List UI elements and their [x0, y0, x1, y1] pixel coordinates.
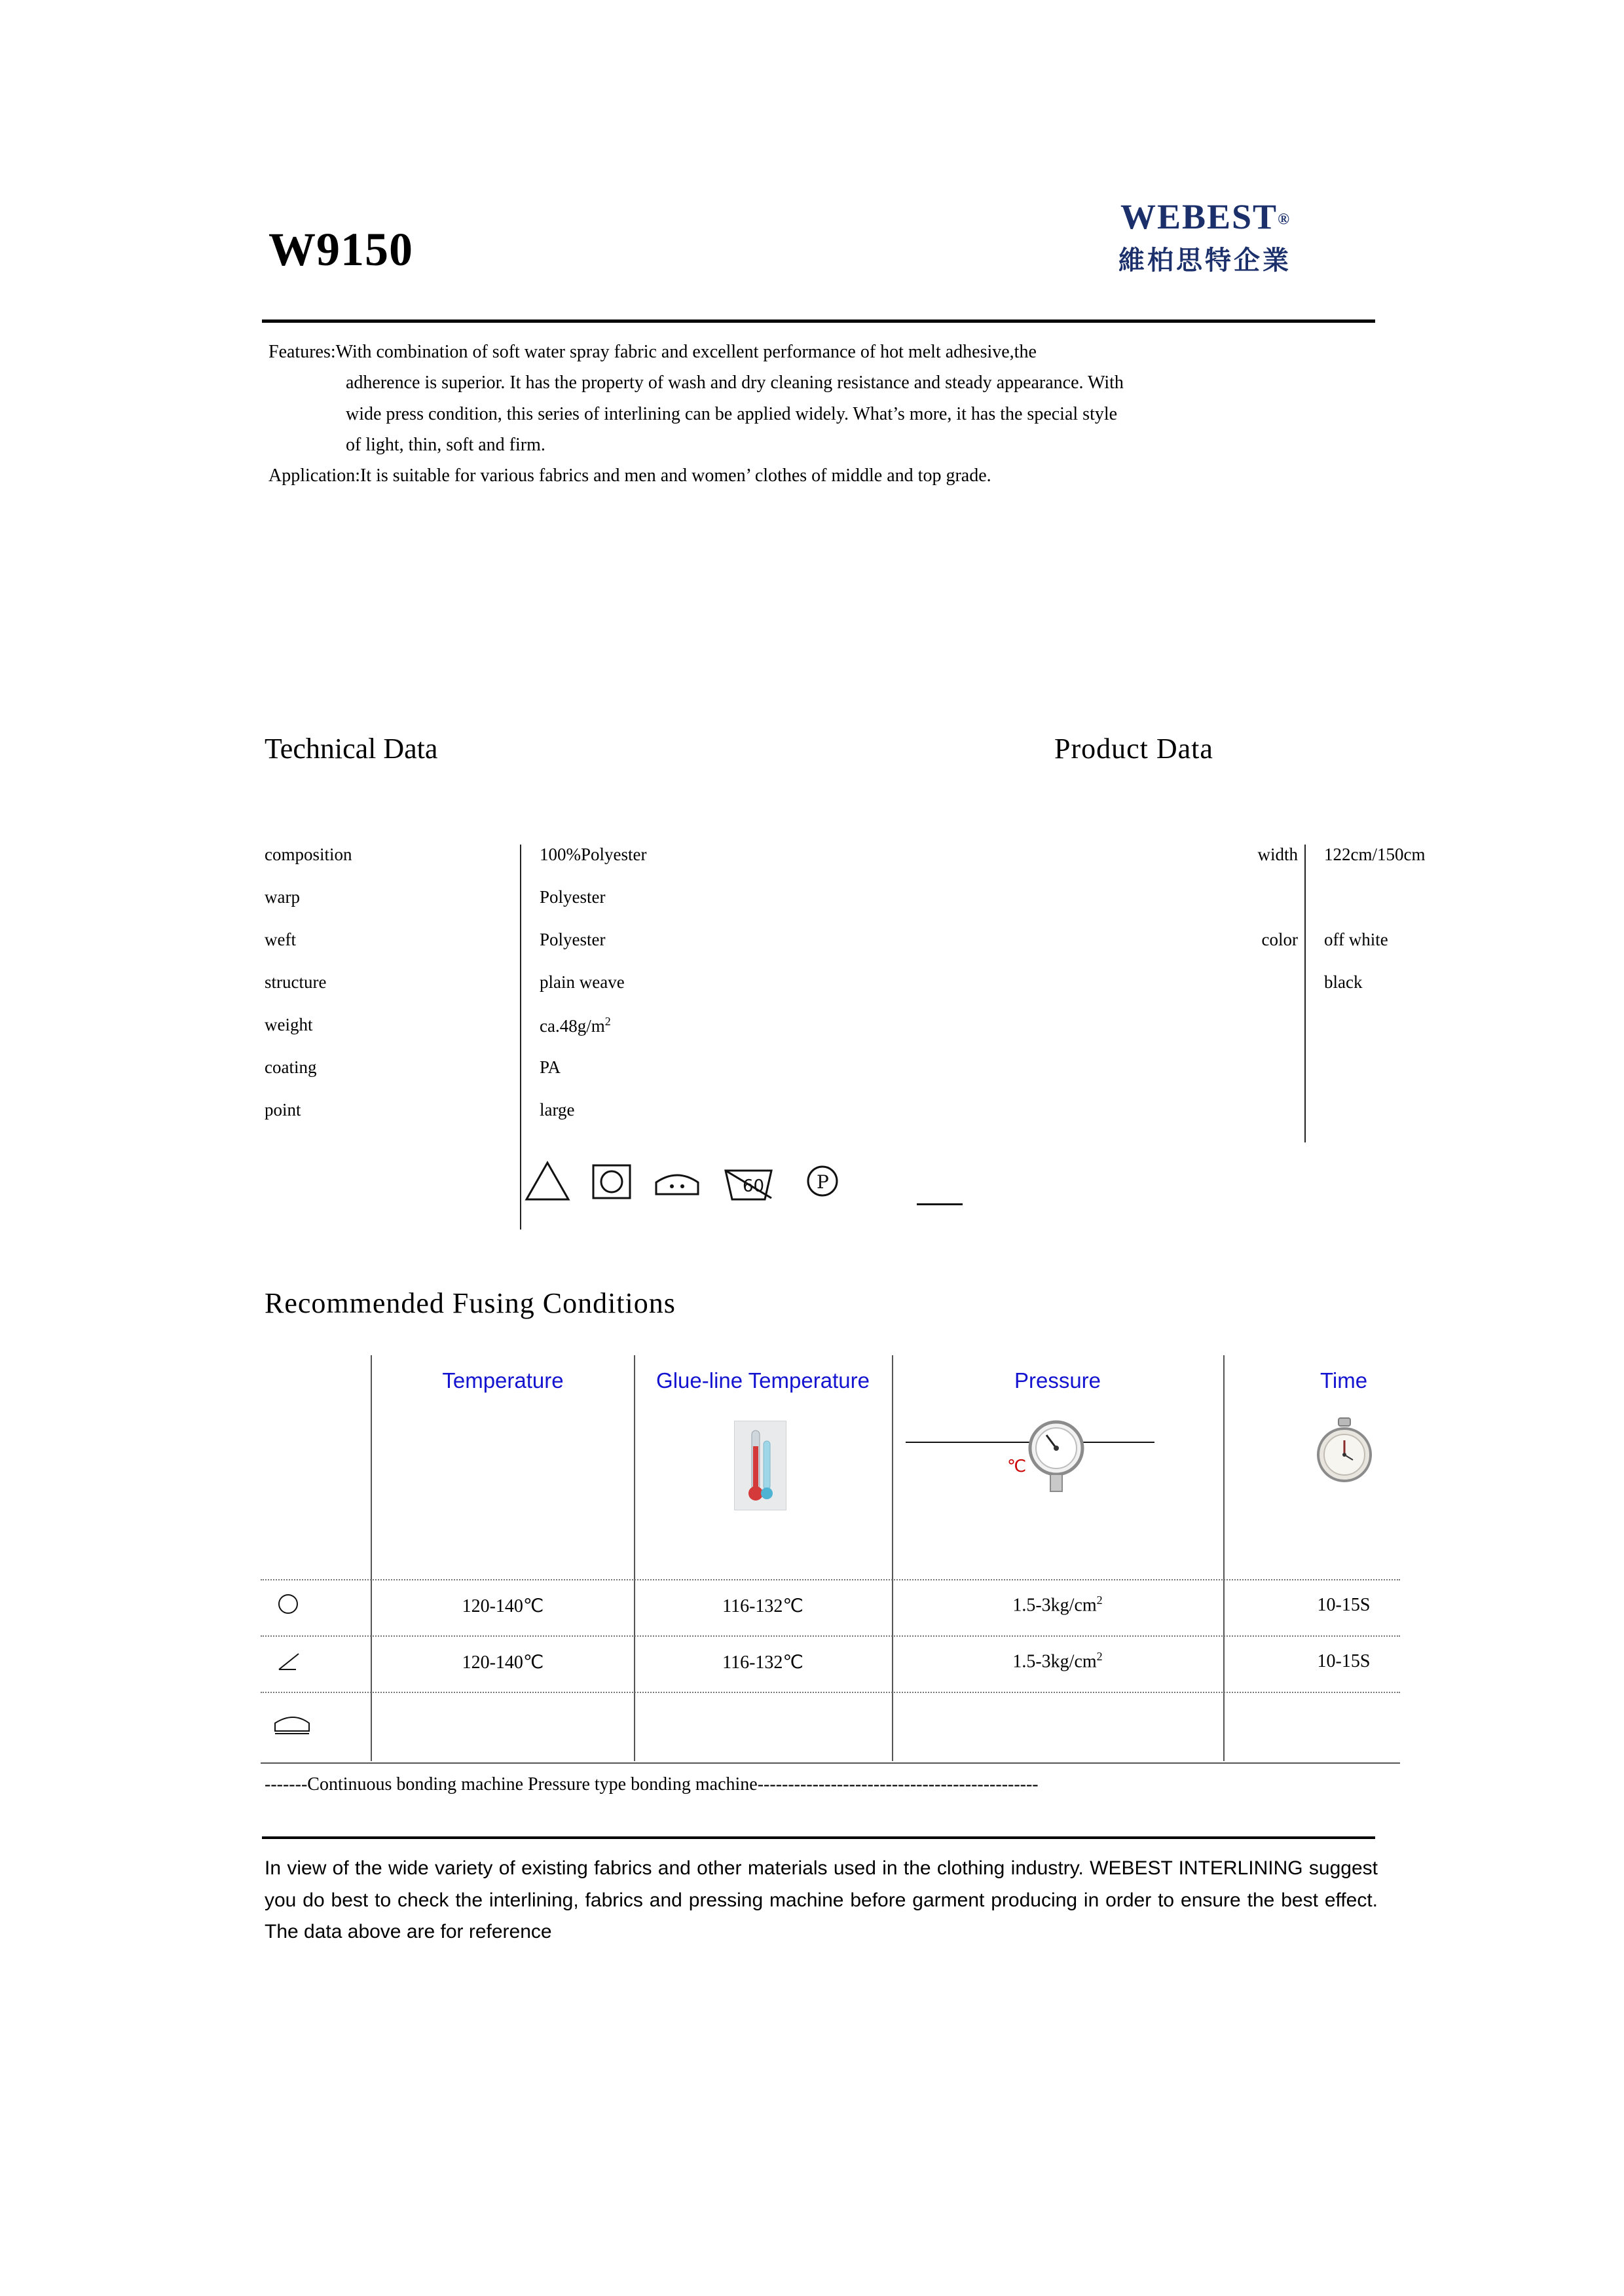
- brand-name-chinese: 維柏思特企業: [1118, 246, 1291, 276]
- fuse-row-divider-bottom: [261, 1762, 1400, 1764]
- features-line-4: of light, thin, soft and firm.: [346, 435, 545, 456]
- fuse-col-pressure: Pressure: [1014, 1368, 1101, 1393]
- disclaimer-divider: [262, 1836, 1375, 1839]
- pressure-gauge-icon: [1020, 1414, 1092, 1503]
- page-title: W9150: [268, 223, 413, 276]
- registered-trademark-icon: ®: [1278, 211, 1290, 228]
- fuse-col-glue-line: Glue-line Temperature: [656, 1368, 870, 1393]
- application-line: Application:It is suitable for various fabrics and men and women’ clothes of middle and top grade.: [268, 465, 991, 486]
- circle-icon: [276, 1592, 300, 1619]
- header-divider: [262, 319, 1375, 323]
- product-label: width: [1257, 845, 1298, 864]
- fuse-divider-3: [892, 1355, 893, 1761]
- tech-label: point: [265, 1100, 301, 1120]
- tech-label: structure: [265, 972, 327, 992]
- product-value: off white: [1324, 930, 1388, 949]
- fuse-cell-pressure: $1.5-3kg/cm^2$: [1012, 1594, 1103, 1616]
- care-symbol-row: [524, 1159, 982, 1218]
- dry-clean-p-icon: [802, 1159, 843, 1207]
- dry-clean-circle-icon: [589, 1159, 634, 1208]
- features-line-2: adherence is superior. It has the property of wash and dry cleaning resistance and steady appearance. With: [346, 373, 1124, 393]
- heading-product-data: Product Data: [1054, 733, 1213, 765]
- bleach-triangle-icon: [524, 1159, 571, 1208]
- svg-text:60: 60: [743, 1176, 765, 1196]
- tech-value: Polyester: [540, 930, 606, 949]
- table-row: [265, 1057, 1378, 1080]
- features-line-1: Features:With combination of soft water spray fabric and excellent performance of hot melt adhesive,the: [268, 342, 1037, 362]
- svg-text:P: P: [817, 1171, 829, 1193]
- fuse-row-divider-mid: [261, 1635, 1400, 1637]
- table-row: [265, 1015, 1378, 1037]
- table-row: [265, 845, 1426, 867]
- fuse-cell-temperature: 120-140℃: [462, 1652, 544, 1673]
- fuse-cell-glue-line: 116-132℃: [722, 1596, 803, 1616]
- brand-logo: [1035, 196, 1375, 277]
- fuse-row-divider-top: [261, 1579, 1400, 1580]
- heading-technical-data: Technical Data: [265, 733, 438, 765]
- blank-symbol-underline: [917, 1203, 963, 1205]
- tech-value: plain weave: [540, 972, 625, 992]
- fusing-footnote: -------Continuous bonding machine Pressure type bonding machine----------------------------------------------: [265, 1774, 1039, 1795]
- brand-name: WEBEST: [1120, 197, 1278, 236]
- fuse-col-temperature: Temperature: [442, 1368, 564, 1393]
- fusing-conditions-table: [261, 1349, 1400, 1768]
- tech-label: coating: [265, 1057, 317, 1077]
- table-row: [265, 930, 1388, 952]
- fuse-cell-glue-line: 116-132℃: [722, 1652, 803, 1673]
- fuse-row-divider-low: [261, 1692, 1400, 1693]
- fuse-cell-time: 10-15S: [1317, 1595, 1371, 1615]
- fuse-col-time: Time: [1320, 1368, 1368, 1393]
- fuse-divider-1: [371, 1355, 372, 1761]
- table-row: [265, 1100, 1378, 1122]
- product-value: 122cm/150cm: [1324, 845, 1426, 864]
- tech-label: weight: [265, 1015, 313, 1034]
- fuse-cell-time: 10-15S: [1317, 1651, 1371, 1671]
- intro-text: [268, 337, 1375, 492]
- glue-line-unit: ℃: [1007, 1457, 1027, 1476]
- tech-value: PA: [540, 1057, 561, 1077]
- fuse-divider-4: [1223, 1355, 1225, 1761]
- tech-label: warp: [265, 887, 300, 907]
- thermometer-icon: [734, 1421, 786, 1510]
- fuse-divider-5: [1464, 1355, 1466, 1761]
- table-row: [265, 887, 1378, 909]
- fuse-divider-2: [634, 1355, 635, 1761]
- tumble-dry-icon: [652, 1159, 702, 1208]
- heading-fusing-conditions: Recommended Fusing Conditions: [265, 1287, 676, 1319]
- document-header: [268, 196, 1375, 321]
- tech-label: weft: [265, 930, 296, 949]
- stopwatch-icon: [1315, 1414, 1374, 1503]
- tech-label: composition: [265, 845, 352, 864]
- table-row: [265, 972, 1378, 994]
- tech-value: Polyester: [540, 887, 606, 907]
- iron-icon: [272, 1707, 312, 1740]
- fuse-cell-pressure: $1.5-3kg/cm^2$: [1012, 1650, 1103, 1672]
- fuse-cell-temperature: 120-140℃: [462, 1596, 544, 1616]
- tech-value: 100%Polyester: [540, 845, 647, 864]
- wash-60-icon: [720, 1159, 777, 1209]
- product-value: black: [1324, 972, 1363, 992]
- tech-value: $ca.48g/m^2$: [540, 1015, 611, 1036]
- tech-value: large: [540, 1100, 575, 1120]
- disclaimer-text: In view of the wide variety of existing fabrics and other materials used in the clothing industry. WEBEST INTERLINING suggest you do best to check the interlining, fabrics and pressing machine before garment producing in order to ensure the best effect. The data above are for reference: [265, 1857, 1378, 1943]
- diagonal-line-icon: [276, 1650, 303, 1677]
- features-line-3: wide press condition, this series of interlining can be applied widely. What’s more, it has the special style: [346, 403, 1118, 424]
- product-label: color: [1261, 930, 1298, 949]
